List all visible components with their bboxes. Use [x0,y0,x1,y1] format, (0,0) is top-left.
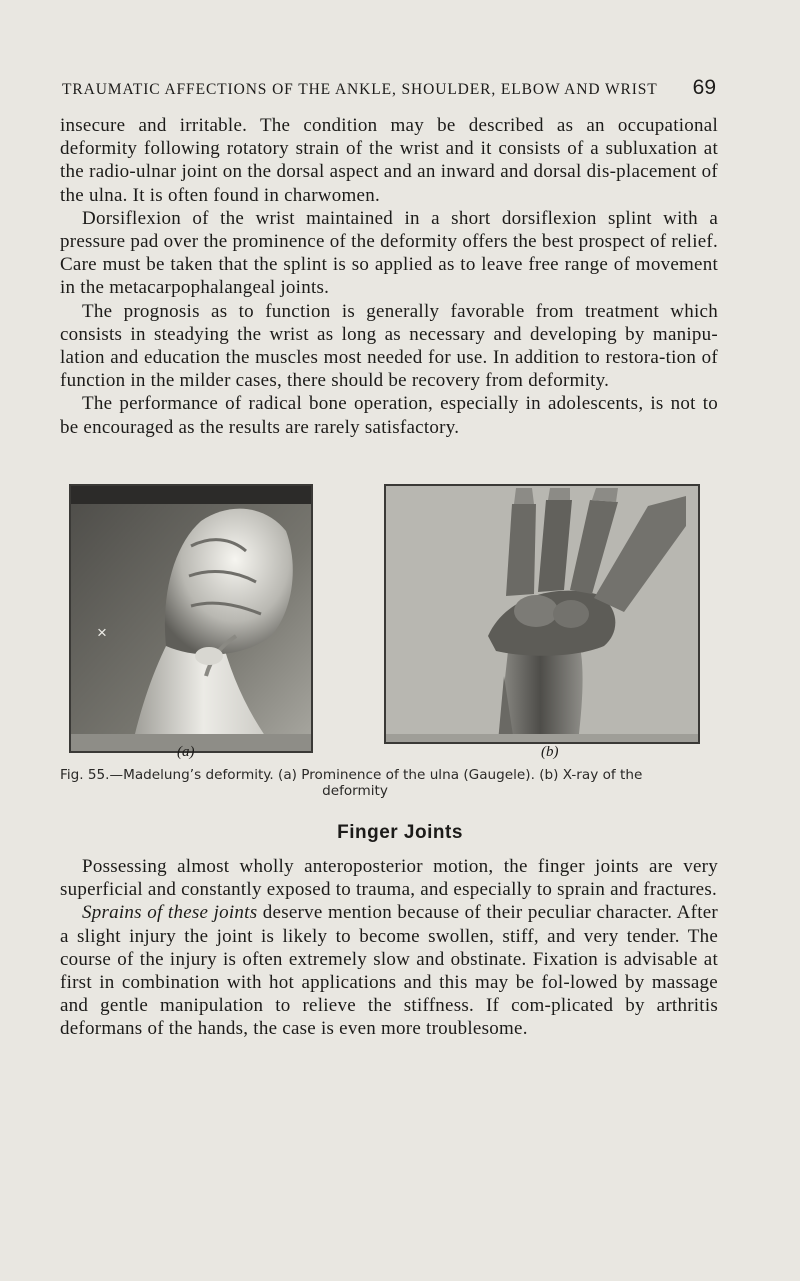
caption-line-1: Fig. 55.—Madelung’s deformity. (a) Prominence of the ulna (Gaugele). (b) X-ray of the [60,767,643,783]
figure-label-a: (a) [177,744,195,760]
figure-label-b: (b) [541,744,559,760]
wrist-xray-figure-b [384,484,700,744]
paragraph: The performance of radical bone operation, especially in adolescents, is not to be encouraged as the results are rarely satisfactory. [60,393,718,438]
wrist-photo-figure-a [69,484,313,753]
paragraph-text: deserve mention because of their peculiar character. After a slight injury the joint is likely to become swollen, stiff, and very tender. The course of the injury is often extremely slow and obstinate. Fixation is advisable at first in combination with hot applications and this may be fol-lowed by massage and gentle manipulation to relieve the stiffness. If com-plicated by arthritis deformans of the hands, the case is even more troublesome. [60,902,718,1040]
paragraph: The prognosis as to function is generally favorable from treatment which consists in steadying the wrist as long as necessary and developing by manipu-lation and education the muscles most needed for use. In addition to restora-tion of function in the milder cases, there should be recovery from deformity. [60,300,718,392]
paragraph: insecure and irritable. The condition may be described as an occupational deformity following rotatory strain of the wrist and it consists of a subluxation at the radio-ulnar joint on the dorsal aspect and an inward and dorsal dis-placement of the ulna. It is often found in charwomen. [60,115,718,206]
page-number: 69 [692,76,716,99]
paragraph: Possessing almost wholly anteroposterior motion, the finger joints are very superficial and constantly exposed to trauma, and especially to sprain and fractures. [60,856,718,901]
wrist-photo-illustration [71,486,311,751]
running-header [62,76,716,104]
wrist-xray-illustration [386,486,698,742]
top-text-block [60,114,718,439]
figure-caption [60,767,720,799]
section-heading: Finger Joints [337,822,463,843]
paragraph: Dorsiflexion of the wrist maintained in a short dorsiflexion splint with a pressure pad over the prominence of the deformity offers the best prospect of relief. Care must be taken that the splint is so applied as to leave free range of movement in the metacarpophalangeal joints. [60,207,718,299]
caption-line-2: deformity [322,783,388,799]
emphasized-phrase: Sprains of these joints [82,902,258,924]
photo-cross-mark: × [97,623,107,642]
bottom-text-block [60,855,718,1041]
running-title: TRAUMATIC AFFECTIONS OF THE ANKLE, SHOULDER, ELBOW AND WRIST [62,81,658,98]
paragraph [60,901,718,1040]
